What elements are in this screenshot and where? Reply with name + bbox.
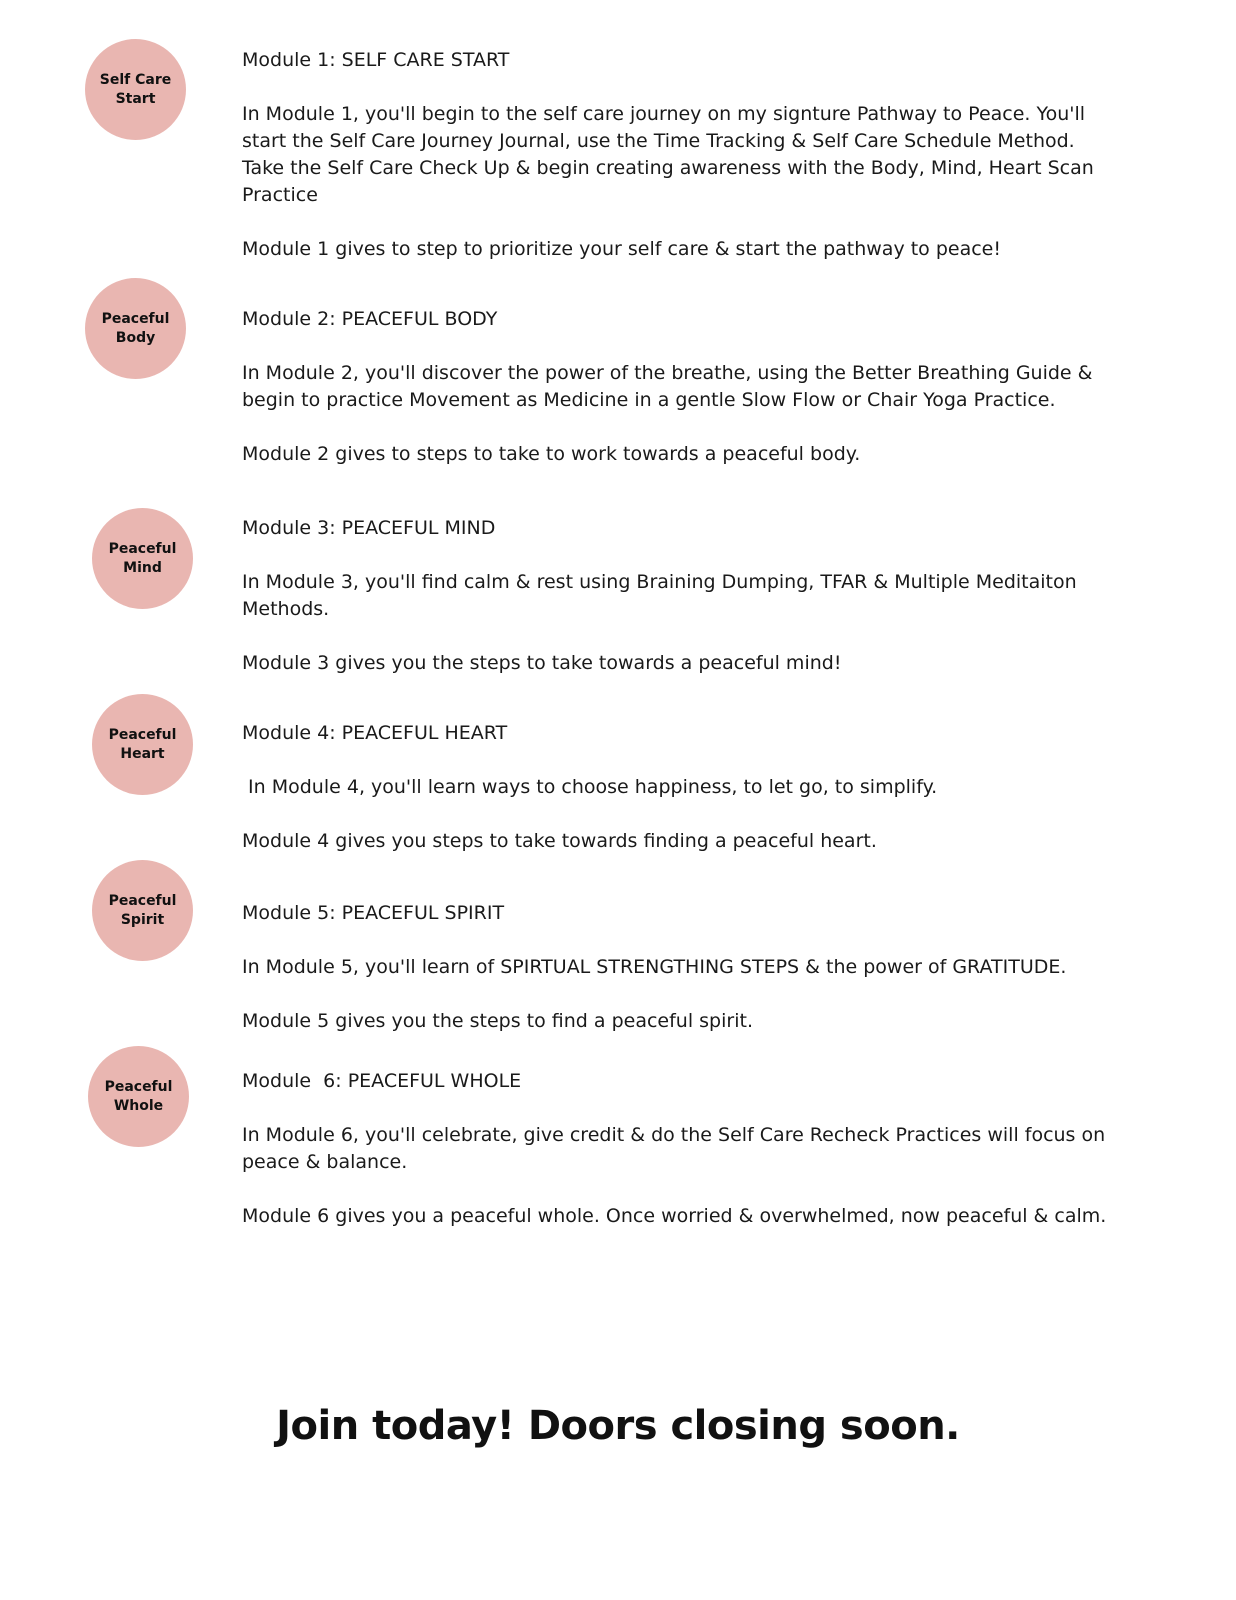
badge-line: Mind	[123, 559, 162, 576]
module-description: In Module 3, you'll find calm & rest using Braining Dumping, TFAR & Multiple Meditaiton Methods.	[242, 571, 1077, 620]
module-title: Module 2: PEACEFUL BODY	[242, 308, 498, 330]
module-3	[242, 515, 1122, 677]
module-description: In Module 5, you'll learn of SPIRTUAL STRENGTHING STEPS & the power of GRATITUDE.	[242, 956, 1067, 978]
module-summary: Module 5 gives you the steps to find a peaceful spirit.	[242, 1010, 753, 1032]
module-summary: Module 1 gives to step to prioritize your self care & start the pathway to peace!	[242, 238, 1001, 260]
module-summary: Module 2 gives to steps to take to work towards a peaceful body.	[242, 443, 861, 465]
badge-peaceful-whole	[88, 1046, 189, 1147]
module-title: Module 4: PEACEFUL HEART	[242, 722, 508, 744]
module-description: In Module 2, you'll discover the power of the breathe, using the Better Breathing Guide & begin to practice Movement as Medicine in a gentle Slow Flow or Chair Yoga Practice.	[242, 362, 1093, 411]
module-title: Module 1: SELF CARE START	[242, 49, 510, 71]
badge-line: Peaceful	[101, 310, 170, 327]
badge-line: Peaceful	[108, 892, 177, 909]
badge-line: Whole	[113, 1097, 164, 1114]
module-1	[242, 47, 1122, 263]
module-title: Module 5: PEACEFUL SPIRIT	[242, 902, 505, 924]
badge-peaceful-body	[85, 278, 186, 379]
badge-peaceful-mind	[92, 508, 193, 609]
module-2	[242, 306, 1122, 468]
module-description: In Module 6, you'll celebrate, give credit & do the Self Care Recheck Practices will focus on peace & balance.	[242, 1124, 1106, 1173]
badge-peaceful-heart	[92, 694, 193, 795]
module-summary: Module 4 gives you steps to take towards finding a peaceful heart.	[242, 830, 877, 852]
badge-self-care-start	[85, 39, 186, 140]
badge-line: Start	[115, 90, 156, 107]
module-summary: Module 6 gives you a peaceful whole. Once worried & overwhelmed, now peaceful & calm.	[242, 1205, 1107, 1227]
badge-line: Spirit	[120, 911, 165, 928]
badge-line: Peaceful	[108, 540, 177, 557]
badge-line: Heart	[120, 745, 165, 762]
module-6	[242, 1068, 1122, 1230]
badge-line: Body	[115, 329, 156, 346]
badge-line: Peaceful	[108, 726, 177, 743]
module-title: Module 6: PEACEFUL WHOLE	[242, 1070, 522, 1092]
module-summary: Module 3 gives you the steps to take towards a peaceful mind!	[242, 652, 842, 674]
module-5	[242, 900, 1122, 1035]
badge-peaceful-spirit	[92, 860, 193, 961]
badge-line: Peaceful	[104, 1078, 173, 1095]
call-to-action-heading: Join today! Doors closing soon.	[276, 1403, 960, 1449]
module-4	[242, 720, 1122, 855]
module-description: In Module 1, you'll begin to the self care journey on my signture Pathway to Peace. You'll start the Self Care Journey Journal, use the Time Tracking & Self Care Schedule Method. Take the Self Care Check Up & begin creating awareness with the Body, Mind, Heart Scan Practice	[242, 103, 1094, 206]
module-description: In Module 4, you'll learn ways to choose happiness, to let go, to simplify.	[242, 776, 938, 798]
module-title: Module 3: PEACEFUL MIND	[242, 517, 496, 539]
badge-line: Self Care	[99, 71, 172, 88]
